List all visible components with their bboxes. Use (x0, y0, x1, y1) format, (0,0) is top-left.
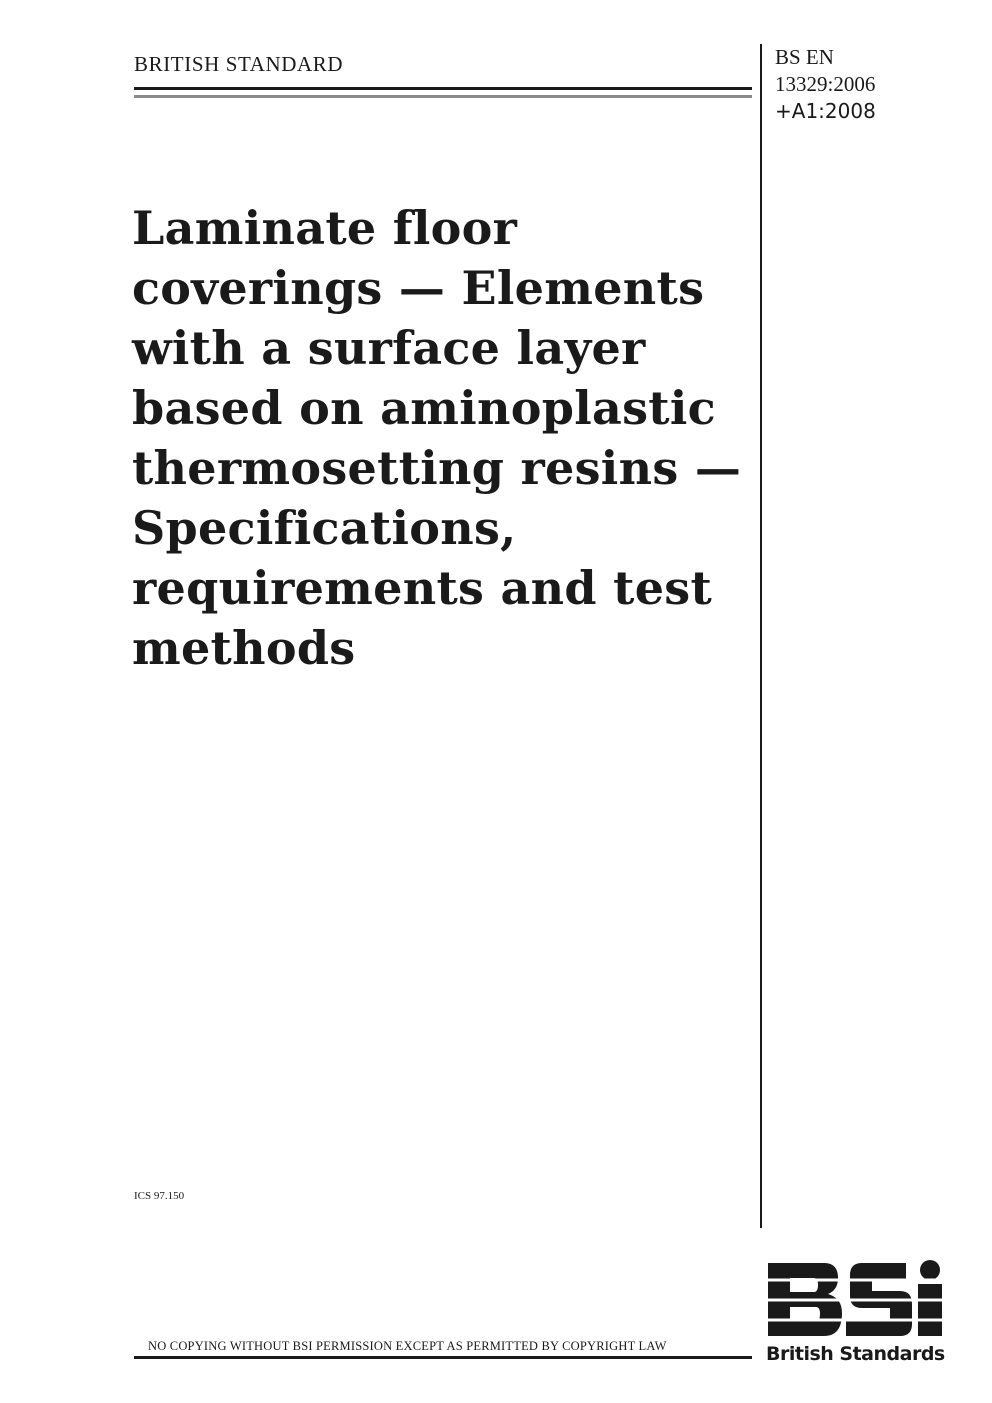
title-line: based on aminoplastic (132, 381, 716, 435)
header-label: BRITISH STANDARD (134, 52, 344, 76)
footer-rule (134, 1356, 752, 1359)
doc-code-line-2: 13329:2006 (775, 72, 876, 96)
title-line: with a surface layer (132, 321, 646, 375)
doc-code-line-1: BS EN (775, 45, 834, 69)
header-rule-grey (134, 95, 752, 98)
title-line: Laminate floor (132, 201, 518, 255)
title-line: methods (132, 621, 356, 675)
doc-code-line-3: +A1:2008 (775, 99, 876, 123)
ics-code: ICS 97.150 (134, 1190, 185, 1202)
title-line: thermosetting resins — (132, 441, 742, 495)
document-code (775, 44, 876, 125)
document-title (132, 198, 752, 678)
vertical-divider (760, 44, 762, 1228)
title-line: coverings — Elements (132, 261, 705, 315)
bsi-logo-subtitle: British Standards (766, 1343, 945, 1365)
header-rule-dark (134, 87, 752, 90)
title-line: Specifications, (132, 501, 517, 555)
title-line: requirements and test (132, 561, 713, 615)
copyright-notice: NO COPYING WITHOUT BSI PERMISSION EXCEPT AS PERMITTED BY COPYRIGHT LAW (148, 1339, 667, 1353)
